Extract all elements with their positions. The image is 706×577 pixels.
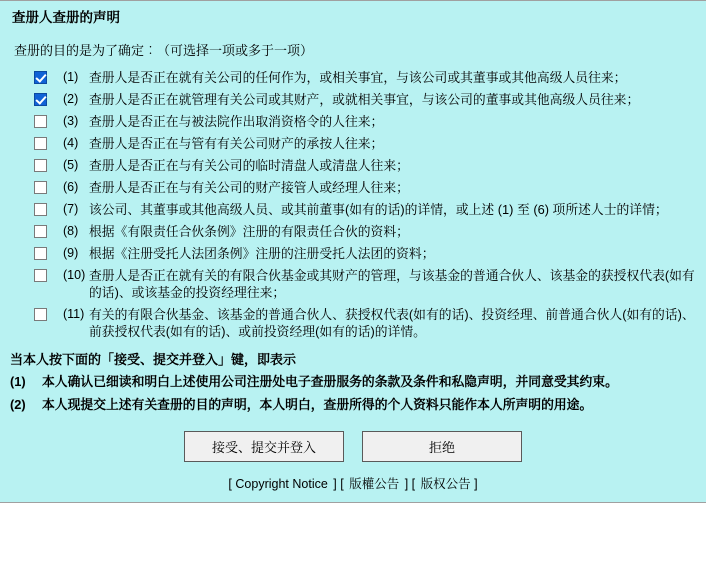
checkbox-option-11[interactable] (34, 308, 47, 321)
statement-text: 本人现提交上述有关查册的目的声明，本人明白，查册所得的个人资料只能作本人所声明的用途。 (42, 397, 593, 412)
page-title: 查册人查册的声明 (12, 10, 120, 25)
purpose-options-list (0, 69, 706, 340)
declaration-statement (0, 373, 706, 396)
list-item[interactable] (34, 267, 696, 301)
option-number: (5) (63, 158, 79, 172)
option-number: (11) (63, 307, 85, 321)
declaration-statement (0, 396, 706, 419)
option-number: (2) (63, 92, 79, 106)
option-number: (6) (63, 180, 79, 194)
list-item[interactable] (34, 113, 696, 130)
statement-number: (2) (10, 397, 26, 412)
purpose-intro: 查册的目的是为了确定︰（可选择一项或多于一项） (14, 43, 314, 58)
option-label: 查册人是否正在与管有有关公司财产的承按人往来； (89, 136, 384, 151)
list-item[interactable] (34, 201, 696, 218)
option-label: 查册人是否正在就有关公司的任何作为，或相关事宜，与该公司或其董事或其他高级人员往来； (89, 70, 627, 85)
reject-button[interactable]: 拒绝 (362, 431, 522, 462)
checkbox-option-7[interactable] (34, 203, 47, 216)
footer-links (0, 468, 706, 492)
copyright-traditional-link[interactable]: 版權公告 (349, 477, 400, 491)
option-label: 查册人是否正在就管理有关公司或其财产，或就相关事宜，与该公司的董事或其他高级人员往来； (89, 92, 640, 107)
option-label: 查册人是否正在与被法院作出取消资格令的人往来； (89, 114, 384, 129)
list-item[interactable] (34, 245, 696, 262)
option-label: 查册人是否正在与有关公司的财产接管人或经理人往来； (89, 180, 409, 195)
option-number: (3) (63, 114, 79, 128)
option-label: 查册人是否正在就有关的有限合伙基金或其财产的管理，与该基金的普通合伙人、该基金的获授权代表(如有的话)、或该基金的投资经理往来； (89, 268, 695, 300)
checkbox-option-5[interactable] (34, 159, 47, 172)
statement-number: (1) (10, 374, 26, 389)
footer-separator-2: ] [ (404, 477, 416, 491)
checkbox-option-8[interactable] (34, 225, 47, 238)
list-item[interactable] (34, 223, 696, 240)
option-label: 该公司、其董事或其他高级人员、或其前董事(如有的话)的详情，或上述 (1) 至 (6) 项所述人士的详情； (89, 202, 668, 217)
list-item[interactable] (34, 157, 696, 174)
option-number: (4) (63, 136, 79, 150)
option-label: 根据《注册受托人法团条例》注册的注册受托人法团的资料； (89, 246, 435, 261)
list-item[interactable] (34, 179, 696, 196)
checkbox-option-6[interactable] (34, 181, 47, 194)
checkbox-option-1[interactable] (34, 71, 47, 84)
option-number: (9) (63, 246, 79, 260)
list-item[interactable] (34, 91, 696, 108)
statement-text: 本人确认已细读和明白上述使用公司注册处电子查册服务的条款及条件和私隐声明，并同意受其约束。 (42, 374, 618, 389)
action-buttons (0, 419, 706, 468)
option-number: (1) (63, 70, 79, 84)
checkbox-option-9[interactable] (34, 247, 47, 260)
declaration-heading: 当本人按下面的「接受、提交并登入」键，即表示 (10, 352, 297, 367)
copyright-notice-link[interactable]: Copyright Notice (235, 477, 328, 491)
checkbox-option-10[interactable] (34, 269, 47, 282)
option-label: 查册人是否正在与有关公司的临时清盘人或清盘人往来； (89, 158, 409, 173)
option-number: (8) (63, 224, 79, 238)
footer-separator-1: ] [ (333, 477, 344, 491)
list-item[interactable] (34, 135, 696, 152)
option-label: 有关的有限合伙基金、该基金的普通合伙人、获授权代表(如有的话)、投资经理、前普通合伙人(如有的话)、前获授权代表(如有的话)、或前投资经理(如有的话)的详情。 (89, 307, 695, 339)
copyright-simplified-link[interactable]: 版权公告 (420, 477, 471, 491)
bracket-close: ] (474, 477, 478, 491)
checkbox-option-2[interactable] (34, 93, 47, 106)
accept-submit-login-button[interactable]: 接受、提交并登入 (184, 431, 344, 462)
option-number: (7) (63, 202, 79, 216)
checkbox-option-3[interactable] (34, 115, 47, 128)
option-label: 根据《有限责任合伙条例》注册的有限责任合伙的资料； (89, 224, 409, 239)
checkbox-option-4[interactable] (34, 137, 47, 150)
list-item[interactable] (34, 306, 696, 340)
bracket-open: [ (228, 477, 232, 491)
option-number: (10) (63, 268, 86, 282)
list-item[interactable] (34, 69, 696, 86)
